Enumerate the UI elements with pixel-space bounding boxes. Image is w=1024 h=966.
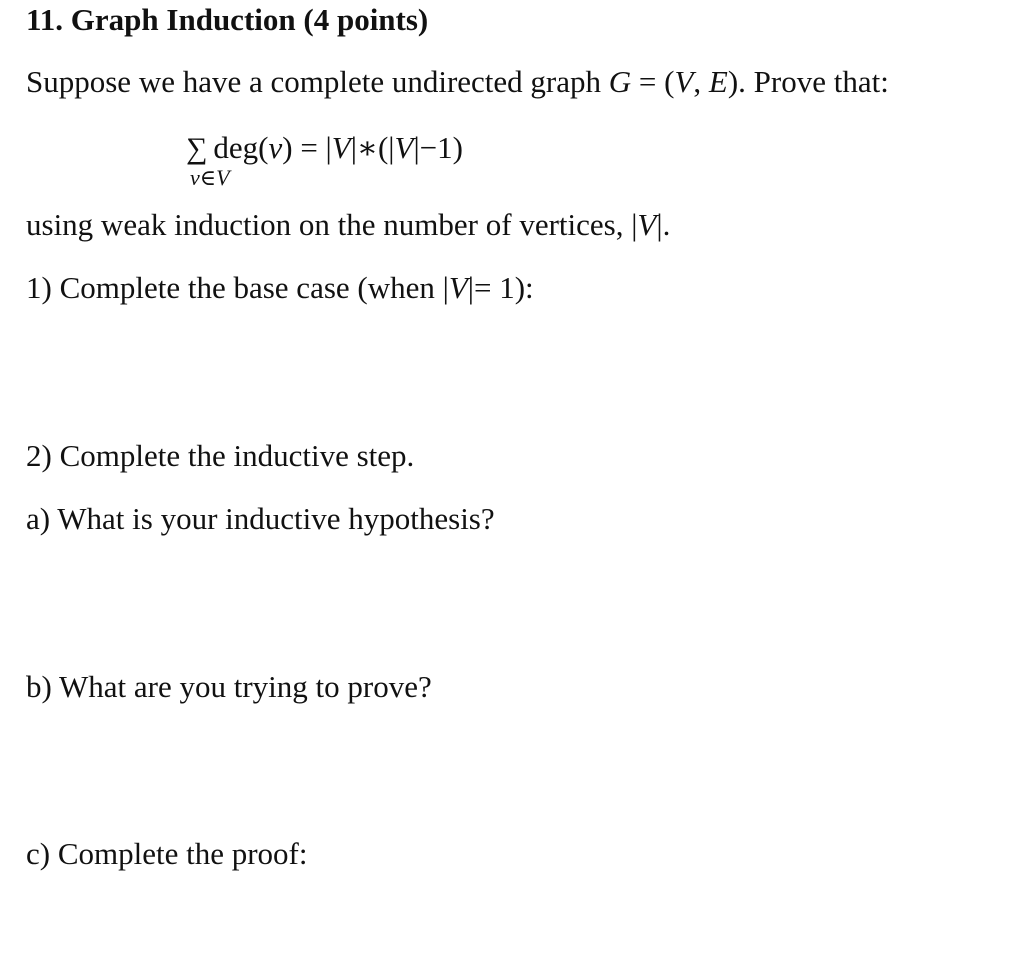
intro-statement [26, 66, 889, 97]
base-v: V [448, 270, 468, 305]
formula-var: v [268, 130, 283, 165]
base-case-question [26, 272, 534, 303]
question-a: a) What is your inductive hypothesis? [26, 501, 495, 536]
intro-equals: = ( [631, 64, 675, 99]
base-end: |= 1): [467, 270, 534, 305]
subscript-in: ∈ [199, 165, 217, 190]
subscript-set: V [216, 165, 230, 190]
base-text: 1) Complete the base case (when | [26, 270, 449, 305]
formula-lhs: deg( [213, 130, 269, 165]
sigma-symbol: ∑ [186, 132, 208, 165]
problem-title-text: Graph Induction [70, 2, 296, 37]
formula-mid: |∗(| [350, 130, 395, 165]
sum-formula [186, 132, 463, 164]
weak-end: |. [656, 207, 671, 242]
formula-v1: V [331, 130, 351, 165]
question-c: c) Complete the proof: [26, 836, 308, 871]
subscript-var: v [190, 165, 200, 190]
question-b: b) What are you trying to prove? [26, 669, 432, 704]
graph-symbol: G [608, 64, 632, 99]
weak-induction-statement [26, 209, 670, 240]
weak-v: V [637, 207, 657, 242]
edge-symbol: E [708, 64, 728, 99]
intro-text: Suppose we have a complete undirected graph [26, 64, 609, 99]
inductive-step-heading: 2) Complete the inductive step. [26, 438, 415, 473]
intro-text-after: ). Prove that: [727, 64, 889, 99]
formula-lhs-close: ) = | [282, 130, 332, 165]
formula-rhs-close: |−1) [413, 130, 463, 165]
sum-subscript [190, 165, 230, 191]
weak-text: using weak induction on the number of vertices, | [26, 207, 638, 242]
vertex-symbol: V [674, 64, 694, 99]
problem-title [26, 4, 428, 35]
formula-v2: V [394, 130, 414, 165]
problem-number: 11. [26, 2, 64, 37]
problem-points: (4 points) [303, 2, 429, 37]
intro-comma: , [693, 64, 709, 99]
